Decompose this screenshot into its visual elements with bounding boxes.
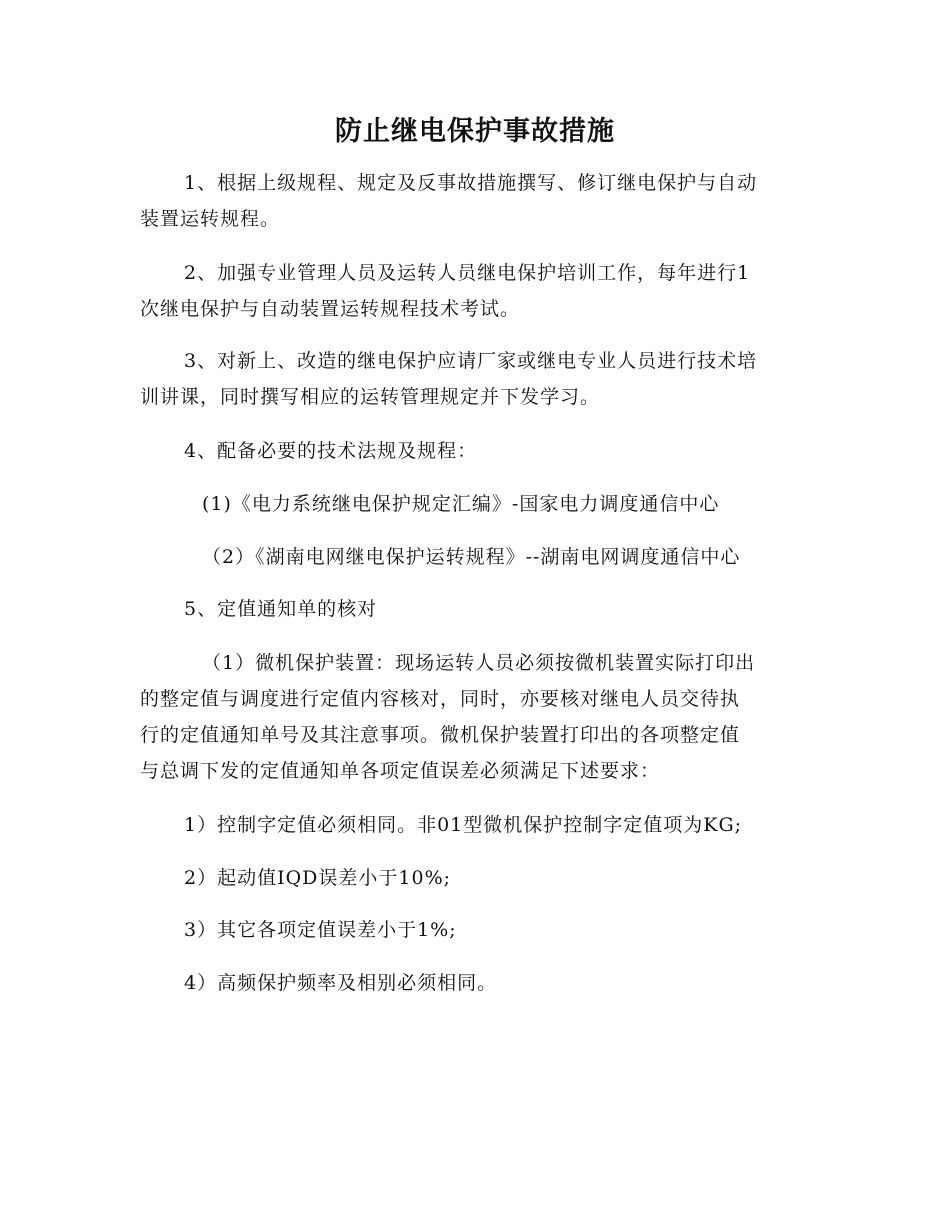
paragraph-1 [140, 165, 810, 237]
requirement-3 [140, 912, 810, 948]
paragraph-line: 训讲课，同时撰写相应的运转管理规定并下发学习。 [140, 386, 601, 408]
document-title: 防止继电保护事故措施 [335, 116, 615, 147]
reference-1 [140, 486, 810, 522]
paragraph-line: 装置运转规程。 [140, 208, 281, 230]
paragraph-2 [140, 255, 810, 327]
paragraph-line: 2、加强专业管理人员及运转人员继电保护培训工作，每年进行1 [184, 262, 751, 284]
paragraph-line: （1）微机保护装置：现场运转人员必须按微机装置实际打印出 [202, 652, 756, 674]
requirement-2 [140, 860, 810, 896]
requirement-4 [140, 965, 810, 1001]
paragraph-line: 3）其它各项定值误差小于1%; [184, 919, 457, 941]
paragraph-line: 1、根据上级规程、规定及反事故措施撰写、修订继电保护与自动 [184, 172, 758, 194]
paragraph-line: 3、对新上、改造的继电保护应请厂家或继电专业人员进行技术培 [184, 350, 758, 372]
paragraph-line: （2）《湖南电网继电保护运转规程》--湖南电网调度通信中心 [202, 546, 741, 568]
paragraph-line: 4、配备必要的技术法规及规程： [184, 440, 478, 462]
paragraph-line: 与总调下发的定值通知单各项定值误差必须满足下述要求： [140, 760, 661, 782]
paragraph-4 [140, 433, 810, 469]
paragraph-line: 行的定值通知单号及其注意事项。微机保护装置打印出的各项整定值 [140, 724, 741, 746]
paragraph-3 [140, 343, 810, 415]
requirement-1 [140, 807, 810, 843]
paragraph-line: 2）起动值IQD误差小于10%; [184, 867, 452, 889]
paragraph-6 [140, 645, 810, 789]
reference-2 [140, 539, 810, 575]
paragraph-5 [140, 591, 810, 627]
paragraph-line: (1)《电力系统继电保护规定汇编》-国家电力调度通信中心 [202, 493, 720, 515]
paragraph-line: 次继电保护与自动装置运转规程技术考试。 [140, 298, 521, 320]
paragraph-line: 5、定值通知单的核对 [184, 598, 378, 620]
paragraph-line: 1）控制字定值必须相同。非01型微机保护控制字定值项为KG; [184, 814, 743, 836]
paragraph-line: 的整定值与调度进行定值内容核对，同时，亦要核对继电人员交待执 [140, 688, 741, 710]
paragraph-line: 4）高频保护频率及相别必须相同。 [184, 972, 498, 994]
